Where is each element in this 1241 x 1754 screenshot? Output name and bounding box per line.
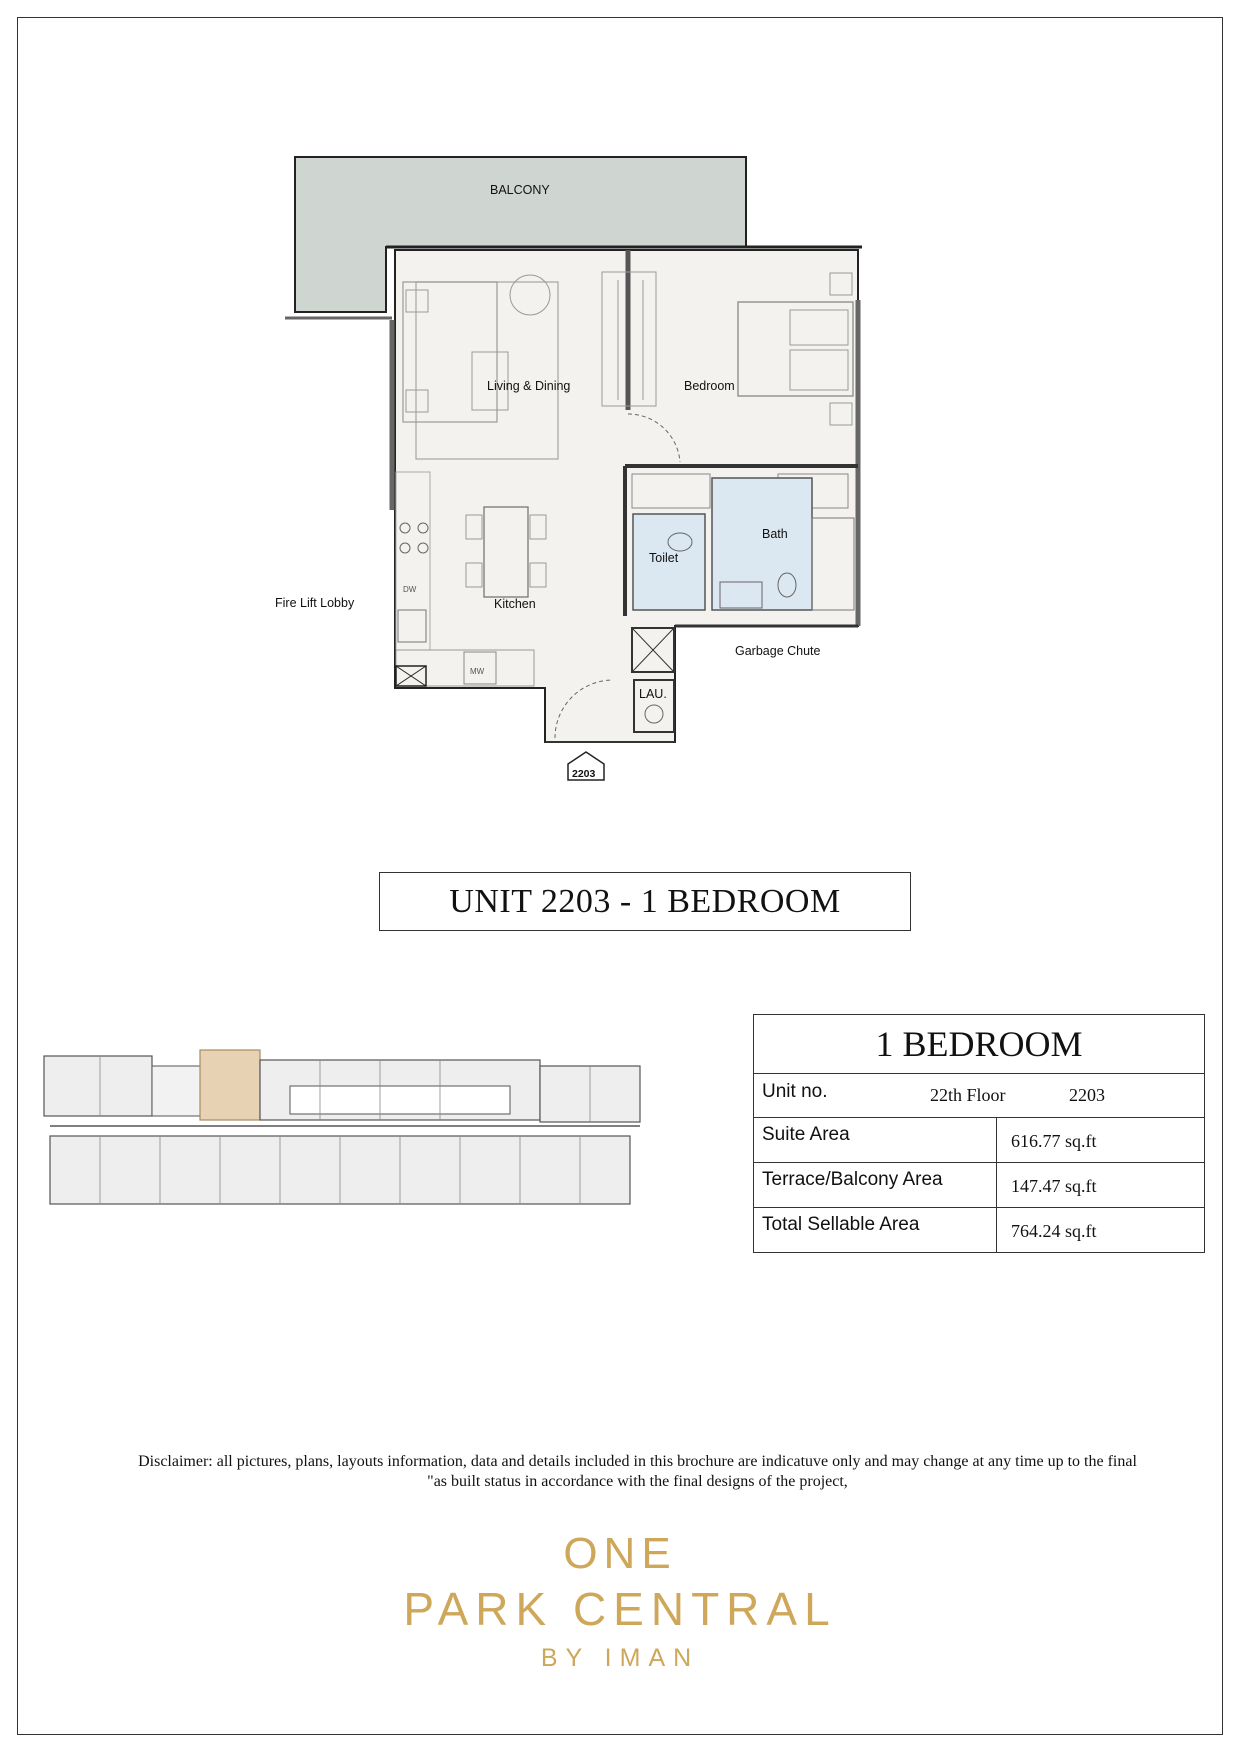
floor-plan: [0, 0, 1241, 790]
brand-logo: [370, 1528, 870, 1678]
kitchen-label: Kitchen: [494, 597, 536, 611]
key-plan: [40, 1040, 720, 1220]
area-row: [754, 1118, 1204, 1163]
living-label: Living & Dining: [487, 379, 571, 393]
disclaimer: [40, 1452, 1235, 1492]
bedroom-label: Bedroom: [684, 379, 735, 393]
logo-line-one: ONE: [563, 1529, 677, 1578]
garbage-chute-label: Garbage Chute: [735, 644, 821, 658]
area-label: Total Sellable Area: [754, 1208, 997, 1252]
logo-line-two: PARK CENTRAL: [403, 1583, 837, 1635]
unit-row: [754, 1074, 1204, 1118]
area-value: 616.77 sq.ft: [1011, 1131, 1097, 1151]
unit-highlight: [200, 1050, 260, 1120]
bath-label: Bath: [762, 527, 788, 541]
unit-title: UNIT 2203 - 1 BEDROOM: [379, 872, 911, 931]
laundry-label: LAU.: [639, 687, 667, 701]
area-row: [754, 1163, 1204, 1208]
area-label: Suite Area: [754, 1118, 997, 1162]
unit-info-table: [753, 1014, 1205, 1253]
area-value: 147.47 sq.ft: [1011, 1176, 1097, 1196]
microwave-label: MW: [470, 667, 485, 676]
info-heading: 1 BEDROOM: [754, 1015, 1204, 1074]
area-row: [754, 1208, 1204, 1252]
toilet-label: Toilet: [649, 551, 679, 565]
balcony-label: BALCONY: [490, 183, 550, 197]
area-value: 764.24 sq.ft: [1011, 1221, 1097, 1241]
unit-label: Unit no.: [762, 1081, 828, 1102]
dishwasher-label: DW: [403, 585, 417, 594]
unit-number: 2203: [1069, 1085, 1105, 1105]
fire-lift-lobby-label: Fire Lift Lobby: [275, 596, 355, 610]
area-label: Terrace/Balcony Area: [754, 1163, 997, 1207]
floor-value: 22th Floor: [930, 1085, 1006, 1105]
logo-line-three: BY IMAN: [540, 1644, 700, 1672]
disclaimer-line: Disclaimer: all pictures, plans, layouts information, data and details included in this brochure are indicatuve only and may change at any time up to the final: [138, 1453, 1137, 1470]
unit-tag: 2203: [572, 768, 596, 780]
disclaimer-line: "as built status in accordance with the final designs of the project,: [427, 1473, 848, 1490]
